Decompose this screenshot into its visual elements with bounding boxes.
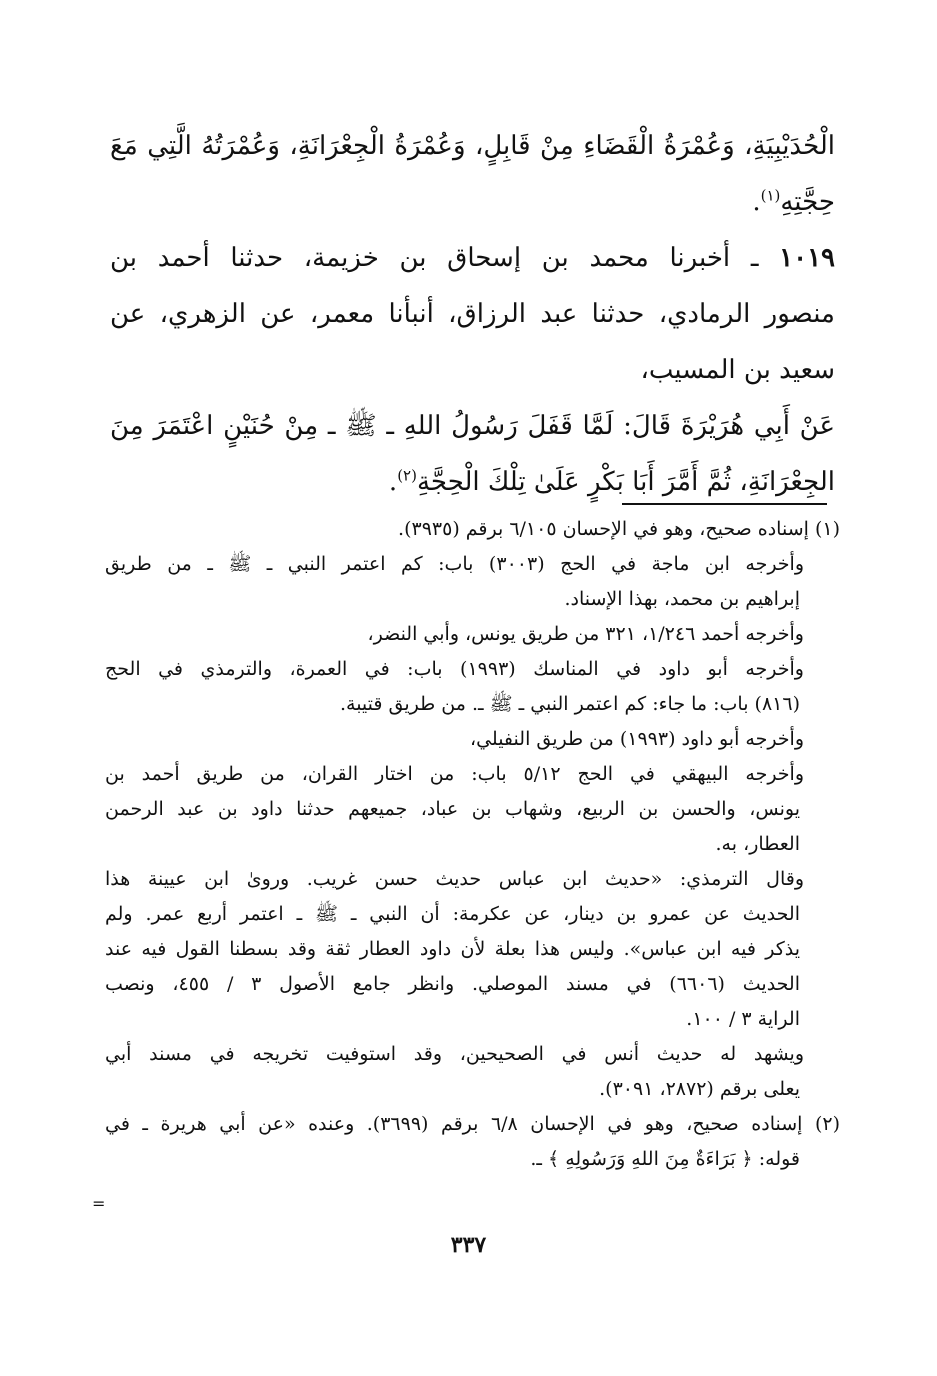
footnote-line: وقال الترمذي: «حديث ابن عباس حديث حسن غريب. وروىٰ ابن عيينة هذا (105, 868, 804, 890)
text-fragment: ـ أخبرنا محمد بن إسحاق بن خزيمة، حدثنا أحمد بن (110, 243, 759, 273)
footnote-paragraph (105, 792, 840, 862)
text-line: منصور الرمادي، حدثنا عبد الرزاق، أنبأنا معمر، عن الزهري، عن (110, 299, 835, 329)
footnote-line: إبراهيم بن محمد، بهذا الإسناد. (564, 588, 800, 610)
paragraph-matn (110, 398, 835, 510)
footnote-line: يعلى برقم (٢٨٧٢، ٣٠٩١). (599, 1078, 800, 1100)
main-text (110, 118, 835, 510)
text-line: سعيد بن المسيب، (640, 355, 835, 385)
text-fragment: الجِعْرَانَةِ، ثُمَّ أَمَّرَ أَبَا بَكْرٍ عَلَىٰ تِلْكَ الْحِجَّةِ (416, 467, 835, 497)
footnote-2 (105, 1107, 840, 1142)
footnote-line: وأخرجه أحمد ١/٢٤٦، ٣٢١ من طريق يونس، وأبي النضر، (367, 623, 804, 645)
text-line: الْحُدَيْبِيَةِ، وَعُمْرَةُ الْقَضَاءِ مِنْ قَابِلٍ، وَعُمْرَةُ الْجِعْرَانَةِ، وَعُمْرَتُهُ الَّتِي مَعَ (110, 131, 836, 161)
footnote-separator (622, 503, 827, 505)
text-fragment: . (752, 187, 761, 217)
text-line (110, 230, 835, 286)
footnotes (105, 512, 840, 1177)
hadith-number: ١٠١٩ (779, 243, 835, 273)
paragraph-isnad (110, 230, 835, 398)
footnote-line: (٨١٦) باب: ما جاء: كم اعتمر النبي ـ ﷺ ـ. من طريق قتيبة. (339, 693, 800, 715)
footnote-paragraph (105, 1142, 840, 1177)
text-fragment: حِجَّتِهِ (780, 187, 835, 217)
footnote-line: (١) إسناده صحيح، وهو في الإحسان ٦/١٠٥ برقم (٣٩٣٥). (398, 518, 840, 540)
footnote-paragraph (105, 1037, 840, 1072)
footnote-line: وأخرجه أبو داود (١٩٩٣) من طريق النفيلي، (469, 728, 804, 750)
footnote-line: قوله: ﴿ بَرَاءَةٌ مِنَ اللهِ وَرَسُولِهِ ﴾ ـ. (530, 1148, 800, 1170)
footnote-paragraph (105, 547, 840, 582)
footnote-paragraph (105, 1072, 840, 1107)
footnote-line: وأخرجه ابن ماجة في الحج (٣٠٠٣) باب: كم اعتمر النبي ـ ﷺ ـ من طريق (105, 553, 805, 575)
footnote-paragraph (105, 722, 840, 757)
footnote-paragraph (105, 757, 840, 792)
footnote-line: يونس، والحسن بن الربيع، وشهاب بن عباد، جميعهم حدثنا داود بن عبد الرحمن (105, 798, 800, 820)
footnote-paragraph (105, 862, 840, 897)
footnote-paragraph (105, 652, 840, 687)
footnote-line: الراية ٣ / ١٠٠. (686, 1008, 800, 1030)
footnote-ref-1[interactable]: (١) (760, 186, 781, 205)
text-fragment: . (388, 467, 398, 497)
footnote-line: يذكر فيه ابن عباس». وليس هذا بعلة لأن داود العطار ثقة وقد بسطنا القول فيه عند (105, 938, 800, 960)
footnote-ref-2[interactable]: (٢) (397, 466, 417, 485)
footnote-line: وأخرجه البيهقي في الحج ٥/١٢ باب: من اختار القران، من طريق أحمد بن (105, 763, 805, 785)
footnote-line: وأخرجه أبو داود في المناسك (١٩٩٣) باب: في العمرة، والترمذي في الحج (105, 658, 804, 680)
text-line: عَنْ أَبِي هُرَيْرَةَ قَالَ: لَمَّا قَفَلَ رَسُولُ اللهِ ـ ﷺ ـ مِنْ حُنَيْنٍ اعْتَمَرَ مِنَ (110, 411, 835, 441)
text-line (110, 174, 835, 230)
footnote-paragraph (105, 897, 840, 1037)
page-number: ٣٣٧ (450, 1232, 487, 1258)
footnote-paragraph (105, 582, 840, 617)
footnote-line: الحديث عن عمرو بن دينار، عن عكرمة: أن النبي ـ ﷺ ـ اعتمر أربع عمر. ولم (105, 903, 800, 925)
footnote-paragraph (105, 617, 840, 652)
paragraph-continuation (110, 118, 835, 230)
footnote-line: العطار، به. (715, 833, 800, 855)
footnote-line: الحديث (٦٦٠٦) في مسند الموصلي. وانظر جامع الأصول ٣ / ٤٥٥، ونصب (105, 973, 800, 995)
footnote-line: (٢) إسناده صحيح، وهو في الإحسان ٦/٨ برقم (٣٦٩٩). وعنده «عن أبي هريرة ـ في (105, 1113, 840, 1135)
footnote-1 (105, 512, 840, 547)
footnote-line: ويشهد له حديث أنس في الصحيحين، وقد استوفيت تخريجه في مسند أبي (105, 1043, 804, 1065)
footnote-paragraph (105, 687, 840, 722)
continuation-mark: = (92, 1194, 106, 1213)
text-line (110, 454, 835, 510)
